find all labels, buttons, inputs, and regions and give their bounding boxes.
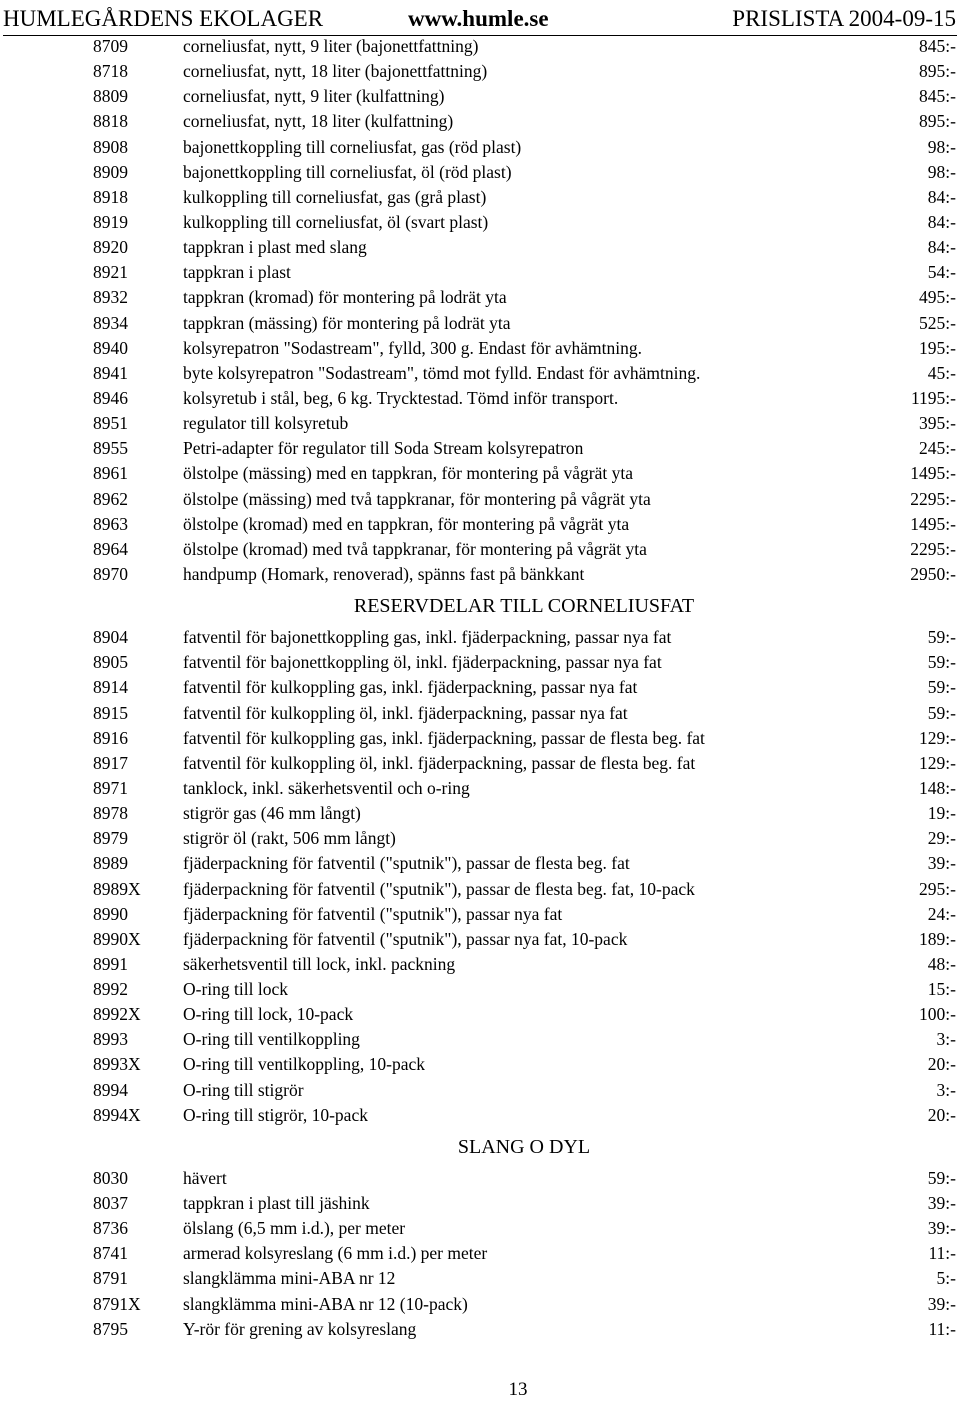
section-hoses xyxy=(0,1166,960,1342)
item-code: 8971 xyxy=(93,777,128,798)
section-spare-parts xyxy=(0,625,960,1128)
item-description: stigrör öl (rakt, 506 mm långt) xyxy=(183,828,396,849)
price-row xyxy=(0,436,960,461)
page-footer xyxy=(0,1378,960,1402)
item-description: ölstolpe (kromad) med två tappkranar, för montering på vågrät yta xyxy=(183,538,647,559)
price-row xyxy=(0,562,960,587)
item-code: 8991 xyxy=(93,953,128,974)
item-description: ölstolpe (kromad) med en tappkran, för montering på vågrät yta xyxy=(183,513,630,534)
item-description: armerad kolsyreslang (6 mm i.d.) per meter xyxy=(183,1243,488,1264)
item-description: hävert xyxy=(183,1167,227,1188)
item-price: 5:- xyxy=(936,1268,956,1289)
item-code: 8918 xyxy=(93,186,128,207)
price-row xyxy=(0,185,960,210)
item-price: 59:- xyxy=(927,627,956,648)
item-code: 8904 xyxy=(93,627,128,648)
item-description: O-ring till stigrör, 10-pack xyxy=(183,1104,368,1125)
item-code: 8909 xyxy=(93,161,128,182)
price-row xyxy=(0,701,960,726)
item-description: stigrör gas (46 mm långt) xyxy=(183,803,361,824)
item-code: 8718 xyxy=(93,61,128,82)
item-description: slangklämma mini-ABA nr 12 xyxy=(183,1268,396,1289)
price-row xyxy=(0,1241,960,1266)
pricelist-date: PRISLISTA 2004-09-15 xyxy=(732,6,956,31)
item-description: fatventil för bajonettkoppling öl, inkl. fjäderpackning, passar nya fat xyxy=(183,652,662,673)
item-code: 8989 xyxy=(93,853,128,874)
price-row xyxy=(0,1027,960,1052)
price-row xyxy=(0,927,960,952)
price-row xyxy=(0,487,960,512)
item-price: 19:- xyxy=(927,803,956,824)
price-row xyxy=(0,336,960,361)
price-row xyxy=(0,1002,960,1027)
item-code: 8791 xyxy=(93,1268,128,1289)
item-description: fatventil för kulkoppling gas, inkl. fjäderpackning, passar nya fat xyxy=(183,677,638,698)
item-description: tappkran i plast xyxy=(183,262,291,283)
item-price: 245:- xyxy=(919,438,956,459)
price-row xyxy=(0,851,960,876)
price-row xyxy=(0,1191,960,1216)
item-description: O-ring till ventilkoppling, 10-pack xyxy=(183,1054,426,1075)
price-row xyxy=(0,210,960,235)
item-price: 495:- xyxy=(919,287,956,308)
item-description: kulkoppling till corneliusfat, öl (svart plast) xyxy=(183,211,489,232)
item-price: 1495:- xyxy=(910,513,956,534)
item-description: byte kolsyrepatron "Sodastream", tömd mot fylld. Endast för avhämtning. xyxy=(183,362,701,383)
item-price: 2950:- xyxy=(910,563,956,584)
item-code: 8921 xyxy=(93,262,128,283)
price-row xyxy=(0,135,960,160)
page-header xyxy=(0,4,960,34)
price-row xyxy=(0,160,960,185)
price-row xyxy=(0,512,960,537)
item-code: 8941 xyxy=(93,362,128,383)
item-price: 148:- xyxy=(919,777,956,798)
price-row xyxy=(0,1103,960,1128)
item-description: ölslang (6,5 mm i.d.), per meter xyxy=(183,1218,406,1239)
price-row xyxy=(0,877,960,902)
item-description: kolsyrepatron "Sodastream", fylld, 300 g. Endast för avhämtning. xyxy=(183,337,642,358)
item-price: 1195:- xyxy=(910,387,956,408)
item-code: 8919 xyxy=(93,211,128,232)
item-price: 15:- xyxy=(927,979,956,1000)
price-row xyxy=(0,776,960,801)
price-row xyxy=(0,235,960,260)
item-code: 8917 xyxy=(93,752,128,773)
item-code: 8818 xyxy=(93,111,128,132)
item-price: 59:- xyxy=(927,1167,956,1188)
item-code: 8940 xyxy=(93,337,128,358)
item-price: 11:- xyxy=(928,1318,956,1339)
price-row xyxy=(0,1166,960,1191)
item-description: tappkran (kromad) för montering på lodrät yta xyxy=(183,287,507,308)
item-price: 100:- xyxy=(919,1004,956,1025)
item-code: 8932 xyxy=(93,287,128,308)
item-price: 98:- xyxy=(927,136,956,157)
item-description: slangklämma mini-ABA nr 12 (10-pack) xyxy=(183,1293,468,1314)
price-row xyxy=(0,801,960,826)
item-description: tappkran i plast med slang xyxy=(183,237,367,258)
item-code: 8791X xyxy=(93,1293,141,1314)
item-price: 59:- xyxy=(927,702,956,723)
item-description: tappkran i plast till jäshink xyxy=(183,1193,370,1214)
item-description: O-ring till lock, 10-pack xyxy=(183,1004,354,1025)
item-code: 8951 xyxy=(93,413,128,434)
item-price: 2295:- xyxy=(910,538,956,559)
item-description: fjäderpackning för fatventil ("sputnik"), passar nya fat xyxy=(183,903,563,924)
item-price: 84:- xyxy=(927,211,956,232)
item-price: 48:- xyxy=(927,953,956,974)
price-row xyxy=(0,1216,960,1241)
item-code: 8905 xyxy=(93,652,128,673)
item-description: kolsyretub i stål, beg, 6 kg. Trycktestad. Tömd inför transport. xyxy=(183,387,619,408)
item-price: 84:- xyxy=(927,186,956,207)
item-description: fjäderpackning för fatventil ("sputnik"), passar de flesta beg. fat, 10-pack xyxy=(183,878,695,899)
item-code: 8736 xyxy=(93,1218,128,1239)
item-code: 8934 xyxy=(93,312,128,333)
item-code: 8795 xyxy=(93,1318,128,1339)
item-price: 54:- xyxy=(927,262,956,283)
item-code: 8741 xyxy=(93,1243,128,1264)
price-row xyxy=(0,285,960,310)
item-code: 8916 xyxy=(93,727,128,748)
item-price: 3:- xyxy=(936,1029,956,1050)
price-row xyxy=(0,625,960,650)
item-description: O-ring till lock xyxy=(183,979,288,1000)
price-row xyxy=(0,411,960,436)
item-description: O-ring till ventilkoppling xyxy=(183,1029,360,1050)
item-code: 8908 xyxy=(93,136,128,157)
item-price: 295:- xyxy=(919,878,956,899)
item-description: tappkran (mässing) för montering på lodrät yta xyxy=(183,312,511,333)
item-description: corneliusfat, nytt, 9 liter (kulfattning) xyxy=(183,86,445,107)
item-code: 8709 xyxy=(93,36,128,56)
item-price: 129:- xyxy=(919,752,956,773)
item-description: kulkoppling till corneliusfat, gas (grå plast) xyxy=(183,186,487,207)
item-price: 11:- xyxy=(928,1243,956,1264)
item-code: 8914 xyxy=(93,677,128,698)
section-kegs-and-taps xyxy=(0,34,960,587)
item-price: 59:- xyxy=(927,677,956,698)
item-price: 39:- xyxy=(927,1293,956,1314)
item-code: 8962 xyxy=(93,488,128,509)
price-row xyxy=(0,902,960,927)
item-code: 8915 xyxy=(93,702,128,723)
price-row xyxy=(0,537,960,562)
price-row xyxy=(0,109,960,134)
item-description: säkerhetsventil till lock, inkl. packning xyxy=(183,953,456,974)
item-price: 20:- xyxy=(927,1104,956,1125)
company-name: HUMLEGÅRDENS EKOLAGER xyxy=(3,6,324,31)
item-code: 8994X xyxy=(93,1104,141,1125)
price-row xyxy=(0,311,960,336)
item-code: 8961 xyxy=(93,463,128,484)
item-description: fatventil för kulkoppling öl, inkl. fjäderpackning, passar nya fat xyxy=(183,702,628,723)
item-price: 29:- xyxy=(927,828,956,849)
price-row xyxy=(0,675,960,700)
item-code: 8964 xyxy=(93,538,128,559)
item-code: 8030 xyxy=(93,1167,128,1188)
item-price: 395:- xyxy=(919,413,956,434)
item-description: bajonettkoppling till corneliusfat, öl (röd plast) xyxy=(183,161,512,182)
item-code: 8963 xyxy=(93,513,128,534)
price-row xyxy=(0,1052,960,1077)
item-price: 845:- xyxy=(919,36,956,56)
item-price: 189:- xyxy=(919,928,956,949)
item-code: 8989X xyxy=(93,878,141,899)
price-row xyxy=(0,826,960,851)
item-description: handpump (Homark, renoverad), spänns fast på bänkkant xyxy=(183,563,585,584)
item-code: 8990X xyxy=(93,928,141,949)
item-price: 39:- xyxy=(927,1218,956,1239)
item-price: 20:- xyxy=(927,1054,956,1075)
item-code: 8994 xyxy=(93,1079,128,1100)
item-description: fatventil för bajonettkoppling gas, inkl. fjäderpackning, passar nya fat xyxy=(183,627,672,648)
price-row xyxy=(0,260,960,285)
price-row xyxy=(0,977,960,1002)
item-price: 59:- xyxy=(927,652,956,673)
item-description: corneliusfat, nytt, 18 liter (kulfattning) xyxy=(183,111,454,132)
item-description: corneliusfat, nytt, 18 liter (bajonettfattning) xyxy=(183,61,488,82)
item-description: regulator till kolsyretub xyxy=(183,413,349,434)
item-price: 39:- xyxy=(927,853,956,874)
price-row xyxy=(0,751,960,776)
item-description: corneliusfat, nytt, 9 liter (bajonettfattning) xyxy=(183,36,479,56)
item-description: ölstolpe (mässing) med två tappkranar, för montering på vågrät yta xyxy=(183,488,651,509)
item-description: fatventil för kulkoppling öl, inkl. fjäderpackning, passar de flesta beg. fat xyxy=(183,752,696,773)
item-price: 45:- xyxy=(927,362,956,383)
item-description: ölstolpe (mässing) med en tappkran, för montering på vågrät yta xyxy=(183,463,634,484)
price-row xyxy=(0,84,960,109)
price-row xyxy=(0,650,960,675)
price-row xyxy=(0,59,960,84)
price-row xyxy=(0,1292,960,1317)
website-url[interactable]: www.humle.se xyxy=(408,6,549,31)
item-code: 8990 xyxy=(93,903,128,924)
item-code: 8970 xyxy=(93,563,128,584)
item-price: 2295:- xyxy=(910,488,956,509)
item-code: 8992X xyxy=(93,1004,141,1025)
item-price: 895:- xyxy=(919,61,956,82)
item-code: 8037 xyxy=(93,1193,128,1214)
price-list xyxy=(0,34,960,1342)
price-row xyxy=(0,726,960,751)
item-code: 8993 xyxy=(93,1029,128,1050)
item-price: 195:- xyxy=(919,337,956,358)
price-row xyxy=(0,34,960,59)
price-row xyxy=(0,1266,960,1291)
price-row xyxy=(0,361,960,386)
item-price: 1495:- xyxy=(910,463,956,484)
item-description: Petri-adapter för regulator till Soda Stream kolsyrepatron xyxy=(183,438,584,459)
item-description: Y-rör för grening av kolsyreslang xyxy=(183,1318,417,1339)
item-price: 98:- xyxy=(927,161,956,182)
item-price: 84:- xyxy=(927,237,956,258)
item-price: 129:- xyxy=(919,727,956,748)
item-description: fjäderpackning för fatventil ("sputnik"), passar nya fat, 10-pack xyxy=(183,928,628,949)
item-code: 8978 xyxy=(93,803,128,824)
item-description: tanklock, inkl. säkerhetsventil och o-ring xyxy=(183,777,470,798)
item-code: 8992 xyxy=(93,979,128,1000)
item-price: 845:- xyxy=(919,86,956,107)
item-code: 8946 xyxy=(93,387,128,408)
price-row xyxy=(0,386,960,411)
item-code: 8979 xyxy=(93,828,128,849)
item-code: 8920 xyxy=(93,237,128,258)
price-row xyxy=(0,461,960,486)
item-price: 525:- xyxy=(919,312,956,333)
item-code: 8955 xyxy=(93,438,128,459)
section-title-hoses: SLANG O DYL xyxy=(457,1135,591,1158)
item-price: 895:- xyxy=(919,111,956,132)
item-code: 8809 xyxy=(93,86,128,107)
price-row xyxy=(0,1317,960,1342)
price-row xyxy=(0,952,960,977)
page-number: 13 xyxy=(508,1379,528,1400)
item-price: 39:- xyxy=(927,1193,956,1214)
price-row xyxy=(0,1078,960,1103)
item-description: fjäderpackning för fatventil ("sputnik"), passar de flesta beg. fat xyxy=(183,853,630,874)
section-title-spare-parts: RESERVDELAR TILL CORNELIUSFAT xyxy=(353,595,695,618)
item-description: bajonettkoppling till corneliusfat, gas (röd plast) xyxy=(183,136,522,157)
item-code: 8993X xyxy=(93,1054,141,1075)
item-price: 24:- xyxy=(927,903,956,924)
item-description: fatventil för kulkoppling gas, inkl. fjäderpackning, passar de flesta beg. fat xyxy=(183,727,705,748)
item-description: O-ring till stigrör xyxy=(183,1079,304,1100)
item-price: 3:- xyxy=(936,1079,956,1100)
